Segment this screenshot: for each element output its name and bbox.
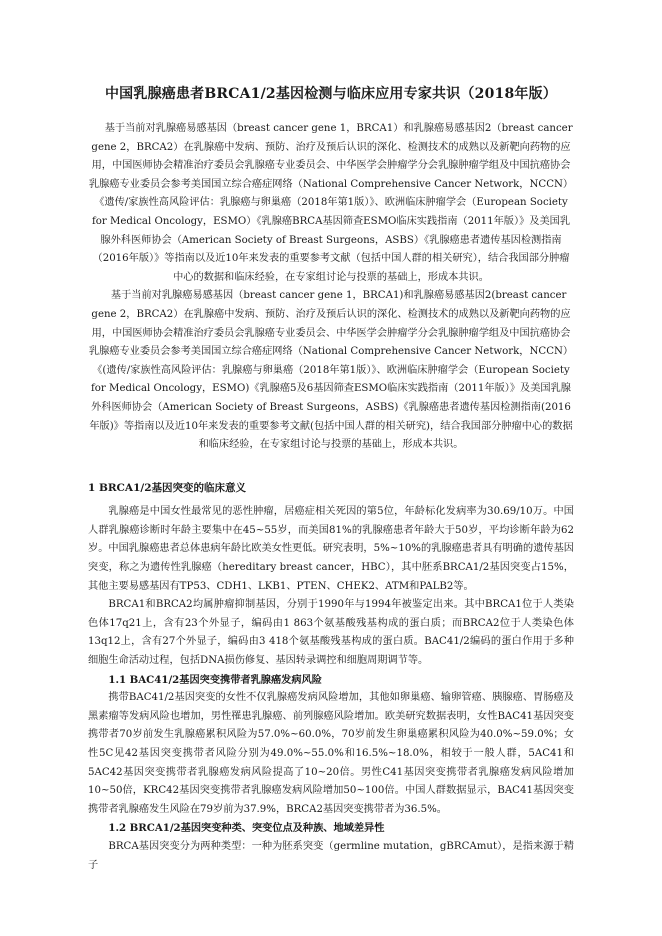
body-paragraph: BRCA基因突变分为两种类型：一种为胚系突变（germline mutation，gBRCAmut），是指来源于精子: [88, 840, 574, 871]
section-1: [88, 479, 574, 875]
abstract-paragraph: 基于当前对乳腺癌易感基因（breast cancer gene 1，BRCA1）和乳腺癌易感基因2（breast cancer gene 2，BRCA2）在乳腺癌中发病、预防、治疗及预后认识的深化、检测技术的成熟以及新靶向药物的应用，中国医师协会精准治疗委员会乳腺癌专业委员会、中华医学会肿瘤学分会乳腺肿瘤学组及中国抗癌协会乳腺癌专业委员会参考美国国立综合癌症网络（National Comprehensive Cancer Network，NCCN）《遗传/家族性高风险评估：乳腺癌与卵巢癌（2018年第1版）》、欧洲临床肿瘤学会（European Society for Medical Oncology，ESMO）《乳腺癌BRCA基因筛查ESMO临床实践指南（2011年版）》及美国乳腺外科医师协会（American Society of Breast Surgeons，ASBS）《乳腺癌患者遗传基因检测指南（2016年版）》等指南以及近10年来发表的重要参考文献（包括中国人群的相关研究），结合我国部分肿瘤中心的数据和临床经验，在专家组讨论与投票的基础上，形成本共识。: [88, 123, 574, 283]
document-title: 中国乳腺癌患者BRCA1/2基因检测与临床应用专家共识（2018年版）: [104, 86, 558, 102]
section-heading: 1 BRCA1/2基因突变的临床意义: [88, 481, 247, 494]
body-paragraph: 携带BAC41/2基因突变的女性不仅乳腺癌发病风险增加，其他如卵巢癌、输卵管癌、胰腺癌、胃肠癌及黑素瘤等发病风险也增加，男性罹患乳腺癌、前列腺癌风险增加。欧美研究数据表明，女性BAC41基因突变携带者70岁前发生乳腺癌累积风险为57.0%~60.0%，70岁前发生卵巢癌累积风险为40.0%~59.0%；女性5C见42基因突变携带者风险分别为49.0%~55.0%和16.5%~18.0%，相较于一般人群，5AC41和5AC42基因突变携带者乳腺癌发病风险提高了10~20倍。男性C41基因突变携带者乳腺癌发病风险增加10~50倍，KRC42基因突变携带者乳腺癌发病风险增加50~100倍。中国人群数据显示，BAC41基因突变携带者乳腺癌发生风险在79岁前为37.9%，BRCA2基因突变携带者为36.5%。: [88, 692, 574, 815]
abstract-paragraph: 基于当前对乳腺癌易感基因（breast cancer gene 1，BRCA1)和乳腺癌易感基因2(breast cancer gene 2，BRCA2）在乳腺癌中发病、预防、治疗及预后认识的深化、检测技术的成熟以及新靶向药物的应用，中国医师协会精准治疗委员会乳腺癌专业委员会、中华医学会肿瘤学分会乳腺肿瘤学组及中国抗癌协会乳腺癌专业委员会参考美国国立综合癌症网络（National Comprehensive Cancer Network，NCCN）《(遗传/家族性高风险评估：乳腺癌与卵巢癌（2018年第1版）》、欧洲临床肿瘤学会（European Society for Medical Oncology，ESMO)《乳腺癌5及6基因筛查ESMO临床实践指南（2011年版）》及美国乳腺外科医师协会（American Society of Breast Surgeons，ASBS)《乳腺癌患者遗传基因检测指南(2016年版)》等指南以及近10年来发表的重要参考文献(包括中国人群的相关研究)，结合我国部分肿瘤中心的数据和临床经验，在专家组讨论与投票的基础上，形成本共识。: [88, 290, 574, 451]
body-paragraph: 乳腺癌是中国女性最常见的恶性肿瘤，居癌症相关死因的第5位，年龄标化发病率为30.69/10万。中国人群乳腺癌诊断时年龄主要集中在45~55岁，而美国81%的乳腺癌患者年龄大于50岁，平均诊断年龄为62岁。中国乳腺癌患者总体患病年龄比欧美女性更低。研究表明，5%~10%的乳腺癌患者具有明确的遗传基因突变，称之为遗传性乳腺癌（hereditary breast cancer，HBC），其中胚系BRCA1/2基因突变占15%，其他主要易感基因有TP53、CDH1、LKB1、PTEN、CHEK2、ATM和PALB2等。: [88, 506, 574, 592]
subsection-heading: 1.2 BRCA1/2基因突变种类、突变位点及种族、地域差异性: [108, 822, 385, 835]
abstract: [88, 120, 574, 455]
body-paragraph: BRCA1和BRCA2均属肿瘤抑制基因，分别于1990年与1994年被鉴定出来。其中BRCA1位于人类染色体17q21上，含有23个外显子，编码由1 863个氨基酸残基构成的蛋白质；而BRCA2位于人类染色体13q12上，含有27个外显子，编码由3 418个氨基酸残基构成的蛋白质。BAC41/2编码的蛋白作用于多种细胞生命活动过程，包括DNA损伤修复、基因转录调控和细胞周期调节等。: [88, 599, 574, 667]
subsection-heading: 1.1 BAC41/2基因突变携带者乳腺癌发病风险: [108, 673, 322, 686]
